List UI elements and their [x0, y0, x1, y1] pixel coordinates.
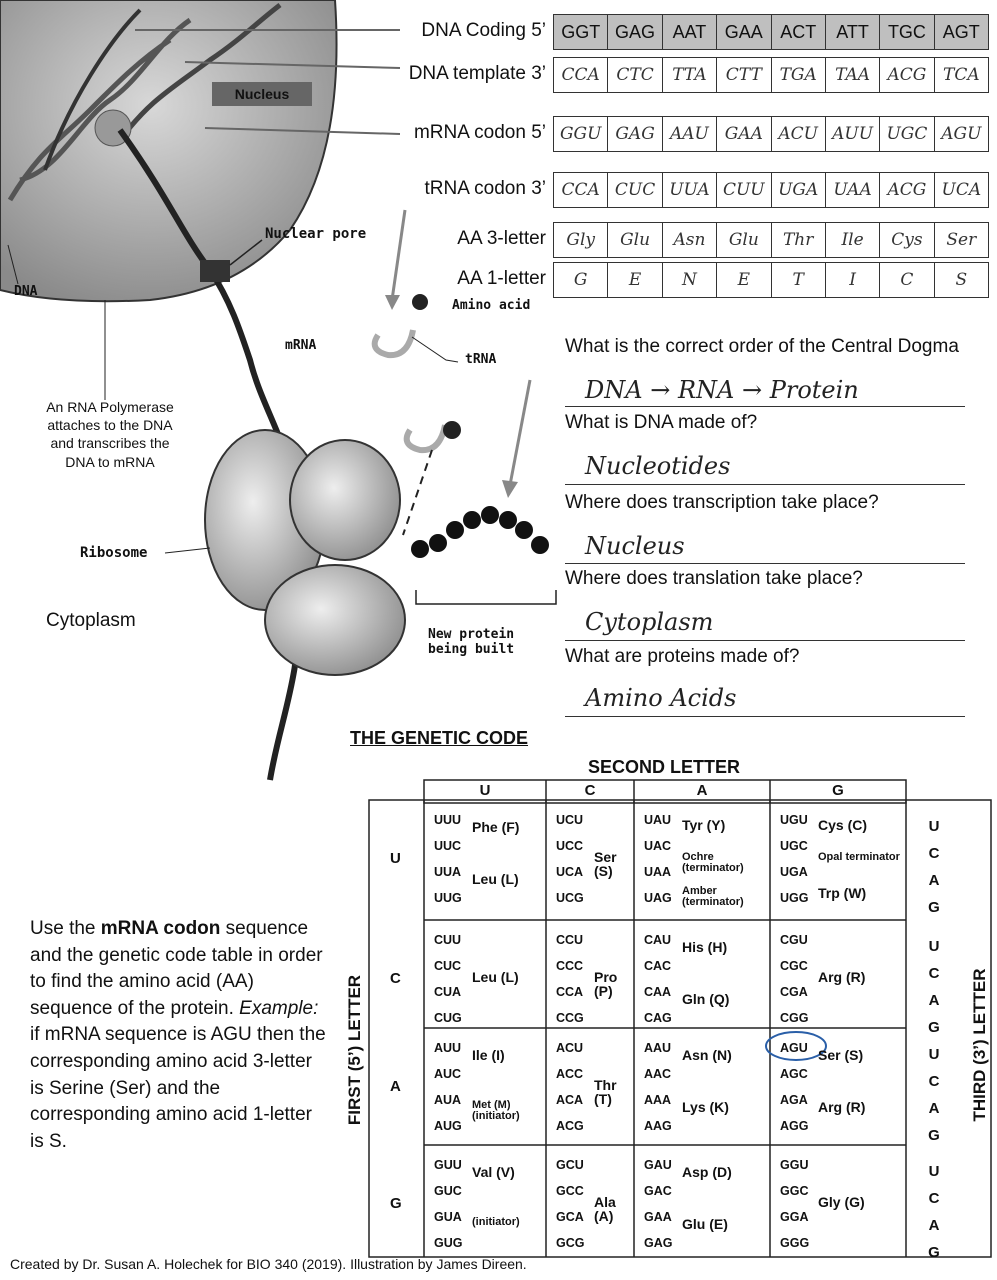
sequence-cell: Asn	[663, 223, 717, 257]
codon: GCU	[556, 1158, 584, 1172]
codon: GUC	[434, 1184, 462, 1198]
sequence-cell: Ser	[946, 230, 977, 250]
codon: CCA	[556, 985, 584, 999]
sequence-cell: UGA	[772, 173, 826, 207]
amino-acid: Arg (R)	[818, 1099, 866, 1115]
amino-acid: Trp (W)	[818, 885, 867, 901]
sequence-cell: TAA	[826, 58, 880, 92]
question-text: What are proteins made of?	[565, 646, 800, 667]
polymerase-note-line: attaches to the DNA	[47, 417, 173, 434]
amino-acid: His (H)	[682, 939, 728, 955]
sequence-cell: CUC	[608, 173, 662, 207]
amino-acid: Opal terminator	[818, 851, 900, 863]
sequence-cell: C	[880, 263, 934, 297]
sequence-cell: CUU	[717, 173, 771, 207]
third-letter: A	[928, 872, 940, 889]
codon: CGG	[780, 1011, 809, 1025]
codon: UCG	[556, 891, 584, 905]
codon: AAC	[644, 1067, 672, 1081]
codon: GUG	[434, 1236, 463, 1250]
sequence-cell: ACG	[880, 58, 934, 92]
sequence-cell: ACT	[772, 15, 826, 49]
sequence-cell: TTA	[663, 58, 717, 92]
sequence-cell: TCA	[943, 65, 980, 85]
sequence-row-label: tRNA codon 3’	[424, 178, 546, 199]
new-protein-label	[428, 628, 514, 658]
third-letter-title: THIRD (3’) LETTER	[970, 968, 989, 1122]
sequence-cell: GAG	[608, 117, 662, 151]
col-header: G	[832, 782, 844, 799]
codon: UGU	[780, 813, 808, 827]
third-letter: G	[928, 1127, 940, 1144]
amino-acid: Ser (S)	[594, 849, 617, 879]
codon: GCG	[556, 1236, 585, 1250]
answer-text: Nucleotides	[585, 452, 731, 480]
codon: CUC	[434, 959, 462, 973]
row-header: A	[390, 1078, 401, 1095]
amino-acid: Pro (P)	[594, 969, 618, 999]
codon: AGG	[780, 1119, 809, 1133]
codon: GCC	[556, 1184, 584, 1198]
instructions-example: if mRNA sequence is AGU then the corresponding amino acid 3-letter is Serine (Ser) and the corresponding amino acid 1-letter is S.	[30, 1024, 326, 1152]
polymerase-note-line: An RNA Polymerase	[46, 399, 174, 415]
amino-acid-label: Amino acid	[452, 298, 531, 313]
codon: CCG	[556, 1011, 584, 1025]
third-letter: C	[928, 965, 940, 982]
codon: GAA	[644, 1210, 672, 1224]
amino-acid: Met (M) (initiator)	[472, 1099, 520, 1122]
sequence-row-label: AA 3-letter	[457, 228, 546, 249]
codon: GGG	[780, 1236, 810, 1250]
sequence-cell: T	[772, 263, 826, 297]
codon: AUC	[434, 1067, 462, 1081]
codon: CUG	[434, 1011, 462, 1025]
sequence-cell: AGT	[942, 21, 980, 42]
sequence-cell: ACU	[772, 117, 826, 151]
codon: AGA	[780, 1093, 808, 1107]
third-letter: C	[928, 1073, 940, 1090]
instructions-bold: mRNA codon	[100, 918, 221, 939]
codon: UUC	[434, 839, 462, 853]
sequence-cell: Glu	[608, 223, 662, 257]
sequence-cell: Ile	[826, 223, 880, 257]
sequence-row	[553, 14, 989, 50]
sequence-cell: AAT	[663, 15, 717, 49]
row-header: C	[390, 970, 401, 987]
sequence-row-label: DNA Coding 5’	[421, 20, 546, 41]
sequence-cell: TGC	[880, 15, 934, 49]
codon: AGU	[780, 1041, 808, 1055]
sequence-row	[553, 222, 989, 258]
codon: GAC	[644, 1184, 672, 1198]
codon: CGA	[780, 985, 808, 999]
third-letter: G	[928, 899, 940, 916]
codon: GAG	[644, 1236, 673, 1250]
third-letter: A	[928, 1217, 940, 1234]
instructions	[30, 916, 330, 1155]
ribosome-label: Ribosome	[80, 545, 148, 561]
amino-acid: Asn (N)	[682, 1047, 732, 1063]
mrna-label: mRNA	[285, 338, 317, 353]
sequence-cell: UAA	[826, 173, 880, 207]
sequence-cell: E	[608, 263, 662, 297]
question-text: Where does translation take place?	[565, 568, 863, 589]
new-protein-line2: being built	[428, 641, 515, 657]
col-header: U	[479, 782, 491, 799]
sequence-row	[553, 262, 989, 298]
codon: UGA	[780, 865, 808, 879]
polymerase-note-line: DNA to mRNA	[65, 453, 155, 470]
instructions-example-label: Example:	[239, 997, 319, 1019]
sequence-row-label: DNA template 3’	[408, 63, 546, 84]
sequence-cell: Thr	[772, 223, 826, 257]
sequence-cell: I	[826, 263, 880, 297]
third-letter: G	[928, 1244, 940, 1261]
codon: GUU	[434, 1158, 462, 1172]
codon: GAU	[644, 1158, 672, 1172]
ribosome-small	[290, 440, 400, 560]
col-header: C	[584, 782, 596, 799]
sequence-cell: GGU	[554, 117, 608, 151]
new-protein-line1: New protein	[428, 627, 515, 642]
sequence-cell: Cys	[880, 223, 934, 257]
sequence-cell: UCA	[941, 180, 982, 200]
dna-label: DNA	[14, 284, 38, 299]
codon: CGC	[780, 959, 808, 973]
codon: CCC	[556, 959, 584, 973]
codon: AUG	[434, 1119, 462, 1133]
amino-acid: Ala (A)	[594, 1194, 616, 1224]
codon: GGC	[780, 1184, 809, 1198]
third-letter: U	[928, 1046, 940, 1063]
amino-acid: Phe (F)	[472, 819, 520, 835]
codon: UAU	[644, 813, 672, 827]
codon: CUA	[434, 985, 462, 999]
codon: UUU	[434, 813, 462, 827]
row-header: G	[390, 1195, 402, 1212]
amino-acid: Lys (K)	[682, 1099, 729, 1115]
genetic-code-title: THE GENETIC CODE	[350, 728, 529, 748]
codon: ACC	[556, 1067, 584, 1081]
sequence-cell: GAA	[717, 117, 771, 151]
instructions-text: Use the	[30, 918, 101, 939]
third-letter: A	[928, 992, 940, 1009]
amino-acid: Ochre (terminator)	[682, 851, 744, 874]
nuclear-pore-label: Nuclear pore	[265, 226, 367, 242]
amino-acid: Gly (G)	[818, 1194, 865, 1210]
amino-acid: Asp (D)	[682, 1164, 732, 1180]
codon: GCA	[556, 1210, 584, 1224]
codon: UAC	[644, 839, 672, 853]
cytoplasm-label: Cytoplasm	[46, 610, 136, 631]
codon: AAA	[644, 1093, 672, 1107]
amino-acid: Cys (C)	[818, 817, 868, 833]
codon: AGC	[780, 1067, 808, 1081]
codon: UUG	[434, 891, 462, 905]
codon: ACG	[556, 1119, 584, 1133]
sequence-cell: E	[717, 263, 771, 297]
codon: CCU	[556, 933, 584, 947]
codon: AUA	[434, 1093, 462, 1107]
third-letter: A	[928, 1100, 940, 1117]
amino-acid: Tyr (Y)	[682, 817, 726, 833]
question-text: Where does transcription take place?	[565, 492, 879, 513]
col-header: A	[696, 782, 708, 799]
codon: GUA	[434, 1210, 462, 1224]
sequence-row-label: AA 1-letter	[457, 268, 546, 289]
trna-shape	[375, 330, 413, 355]
sequence-cell: CCA	[554, 58, 608, 92]
answer-line	[565, 716, 965, 717]
codon: UGG	[780, 891, 809, 905]
answer-text: DNA → RNA → Protein	[585, 376, 859, 404]
sequence-cell: UGC	[880, 117, 934, 151]
codon: AAU	[644, 1041, 672, 1055]
amino-acid: Leu (L)	[472, 871, 519, 887]
codon: CAA	[644, 985, 672, 999]
sequence-cell: GGT	[554, 15, 608, 49]
third-letter: U	[928, 938, 940, 955]
sequence-cell: GAG	[608, 15, 662, 49]
question-text: What is the correct order of the Central Dogma	[565, 336, 959, 357]
sequence-cell: Glu	[717, 223, 771, 257]
amino-acid: Glu (E)	[682, 1216, 728, 1232]
codon: UAG	[644, 891, 672, 905]
amino-acid: Val (V)	[472, 1164, 515, 1180]
third-letter: U	[928, 1163, 940, 1180]
codon: GGU	[780, 1158, 809, 1172]
sequence-cell: Gly	[554, 223, 608, 257]
answer-line	[565, 563, 965, 564]
sequence-cell: CCA	[554, 173, 608, 207]
sequence-cell: ACG	[880, 173, 934, 207]
amino-acid: Gln (Q)	[682, 991, 730, 1007]
sequence-row	[553, 116, 989, 152]
third-letter: G	[928, 1019, 940, 1036]
codon: UGC	[780, 839, 808, 853]
amino-acid: (initiator)	[472, 1216, 520, 1228]
polymerase-note-line: and transcribes the	[50, 435, 170, 452]
row-header: U	[390, 850, 401, 867]
codon: GGA	[780, 1210, 809, 1224]
codon: ACU	[556, 1041, 584, 1055]
sequence-cell: N	[663, 263, 717, 297]
third-letter: C	[928, 1190, 940, 1207]
codon: ACA	[556, 1093, 584, 1107]
trna-label: tRNA	[465, 352, 497, 367]
codon: CUU	[434, 933, 462, 947]
nuclear-pore	[200, 260, 230, 282]
amino-acid: Leu (L)	[472, 969, 519, 985]
sequence-cell: G	[554, 263, 608, 297]
instructions-text: sequence and the genetic code table in order to find the amino acid (AA) sequence of the protein.	[30, 918, 323, 1019]
sequence-row-label: mRNA codon 5’	[413, 122, 546, 143]
sequence-cell: TGA	[772, 58, 826, 92]
nucleus-label: Nucleus	[212, 82, 312, 106]
codon: CAC	[644, 959, 672, 973]
codon: UUA	[434, 865, 462, 879]
codon: AUU	[434, 1041, 462, 1055]
answer-line	[565, 484, 965, 485]
third-letter: C	[928, 845, 940, 862]
sequence-cell: GAA	[717, 15, 771, 49]
codon: CAG	[644, 1011, 672, 1025]
question-text: What is DNA made of?	[565, 412, 758, 433]
amino-acid: Ser (S)	[818, 1047, 864, 1063]
sequence-cell: AGU	[941, 124, 982, 144]
amino-acid: Thr (T)	[594, 1077, 617, 1107]
answer-line	[565, 640, 965, 641]
third-letter: U	[928, 818, 940, 835]
codon: UCA	[556, 865, 584, 879]
sequence-row	[553, 172, 989, 208]
codon: UCC	[556, 839, 584, 853]
footer-credit: Created by Dr. Susan A. Holechek for BIO 340 (2019). Illustration by James Direen.	[10, 1256, 527, 1272]
codon: UCU	[556, 813, 584, 827]
amino-acid: Ile (I)	[472, 1047, 505, 1063]
sequence-cell: UUA	[663, 173, 717, 207]
polypeptide-chain	[411, 506, 549, 558]
answer-text: Cytoplasm	[585, 608, 714, 636]
second-letter-title: SECOND LETTER	[588, 757, 741, 777]
sequence-cell: AAU	[663, 117, 717, 151]
sequence-cell: CTT	[717, 58, 771, 92]
amino-acid: Amber (terminator)	[682, 885, 744, 908]
codon: CAU	[644, 933, 672, 947]
codon: CGU	[780, 933, 808, 947]
sequence-cell: CTC	[608, 58, 662, 92]
codon: AAG	[644, 1119, 672, 1133]
amino-acid: Arg (R)	[818, 969, 866, 985]
first-letter-title: FIRST (5’) LETTER	[345, 974, 364, 1126]
codon: UAA	[644, 865, 672, 879]
answer-text: Amino Acids	[585, 684, 737, 712]
answer-line	[565, 406, 965, 407]
polymerase-note	[20, 398, 200, 471]
sequence-cell: S	[955, 270, 968, 290]
answer-text: Nucleus	[585, 532, 685, 560]
sequence-row	[553, 57, 989, 93]
sequence-cell: AUU	[826, 117, 880, 151]
sequence-cell: ATT	[826, 15, 880, 49]
